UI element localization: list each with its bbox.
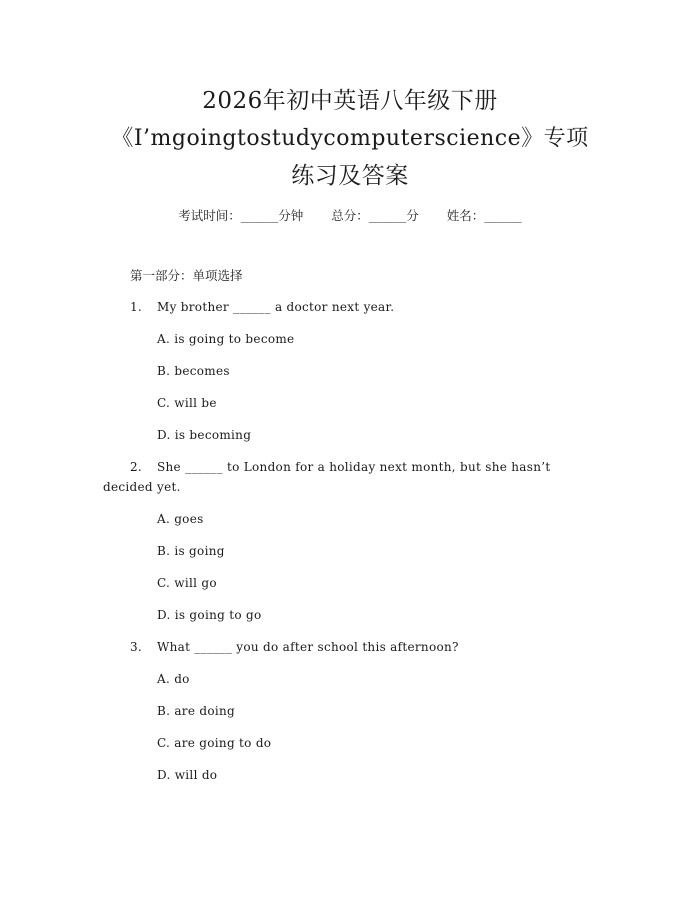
title-line-1: 2026年初中英语八年级下册 [202, 88, 498, 114]
question-text: She ______ to London for a holiday next month, but she hasn’t [157, 460, 551, 474]
exam-time: 考试时间：______分钟 [178, 208, 304, 223]
question-text-continued: decided yet. [103, 480, 181, 494]
question-number: 3. [130, 640, 143, 654]
title-line-2: 《I’mgoingtostudycomputerscience》专项 [111, 126, 589, 151]
section-title: 第一部分：单项选择 [130, 268, 243, 283]
option-d: D. is going to go [157, 608, 262, 622]
option-a: A. goes [157, 512, 204, 526]
option-c: C. will be [157, 396, 217, 410]
option-b: B. are doing [157, 704, 236, 718]
question-text: My brother ______ a doctor next year. [157, 300, 395, 314]
exam-info [0, 206, 700, 224]
option-a: A. is going to become [157, 332, 295, 346]
option-b: B. is going [157, 544, 225, 558]
exam-score: 总分：______分 [331, 208, 419, 223]
option-b: B. becomes [157, 364, 230, 378]
question-text: What ______ you do after school this afternoon? [157, 640, 459, 654]
option-d: D. will do [157, 768, 218, 782]
option-a: A. do [157, 672, 190, 686]
option-c: C. will go [157, 576, 217, 590]
question-number: 1. [130, 300, 143, 314]
option-c: C. are going to do [157, 736, 272, 750]
exam-name: 姓名：______ [446, 208, 522, 223]
option-d: D. is becoming [157, 428, 252, 442]
question-number: 2. [130, 460, 143, 474]
title-line-3: 练习及答案 [291, 163, 409, 189]
